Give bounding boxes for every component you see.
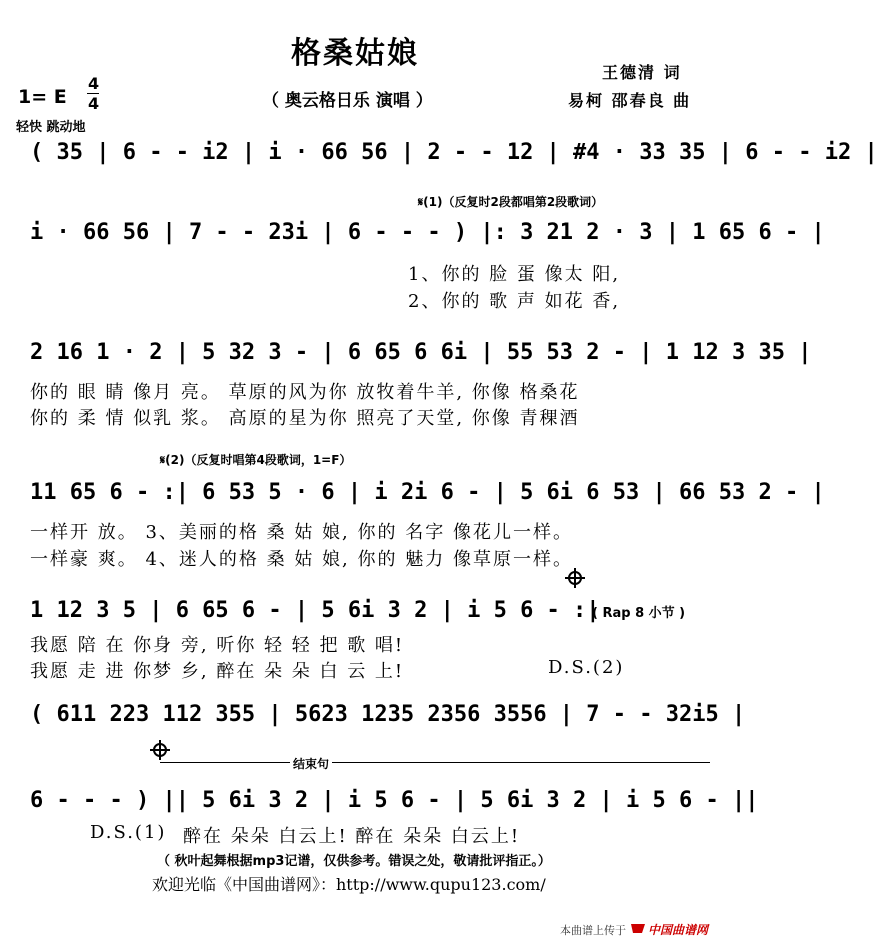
lyricist-credit: 王德清 词 — [602, 63, 682, 82]
lyric-row-7: 醉在 朵朵 白云上! 醉在 朵朵 白云上! — [183, 826, 521, 847]
lyric-row-3-verse-2: 你的 柔 情 似乳 浆。 高原的星为你 照亮了天堂, 你像 青稞酒 — [30, 408, 580, 429]
time-signature-top: 4 — [88, 74, 100, 93]
watermark-site-name: 中国曲谱网 — [648, 923, 709, 937]
lyric-row-4-verse-1: 一样开 放。 3、美丽的格 桑 姑 娘, 你的 名字 像花儿一样。 — [30, 522, 573, 543]
lyric-row-2-verse-2: 2、你的 歌 声 如花 香, — [408, 291, 621, 312]
site-logo-icon — [630, 920, 646, 939]
key-signature: 1= E — [18, 86, 67, 108]
tempo-marking: 轻快 跳动地 — [16, 120, 86, 135]
score-row-2: i · 66 56 | 7 - - 23i | 6 - - - ) |: 3 21 2 · 3 | 1 65 6 - | — [30, 220, 825, 245]
time-signature-bottom: 4 — [88, 94, 100, 113]
segno-annotation-1: 𝄋(1)（反复时2段都唱第2段歌词） — [418, 195, 604, 209]
lyric-row-5-verse-2: 我愿 走 进 你梦 乡, 醉在 朵 朵 白 云 上! — [30, 661, 405, 682]
singer-subtitle: （ 奥云格日乐 演唱 ） — [262, 91, 433, 111]
score-row-7: 6 - - - ) || 5 6i 3 2 | i 5 6 - | 5 6i 3 2 | i 5 6 - || — [30, 788, 759, 813]
coda-symbol-icon — [150, 740, 170, 764]
lyric-row-3-verse-1: 你的 眼 睛 像月 亮。 草原的风为你 放牧着牛羊, 你像 格桑花 — [30, 382, 580, 403]
coda-symbol-icon — [565, 568, 585, 592]
rap-note: ( Rap 8 小节 ) — [592, 606, 686, 621]
dal-segno-2: D.S.(2) — [548, 657, 625, 678]
transcriber-note: （ 秋叶起舞根据mp3记谱，仅供参考。错误之处，敬请批评指正。） — [157, 854, 551, 869]
lyric-row-4-verse-2: 一样豪 爽。 4、迷人的格 桑 姑 娘, 你的 魅力 像草原一样。 — [30, 549, 573, 570]
composer-credit: 易柯 邵春良 曲 — [568, 91, 692, 110]
score-row-6: ( 611 223 112 355 | 5623 1235 2356 3556 | 7 - - 32i5 | — [30, 702, 746, 727]
ending-label: 结束句 — [290, 755, 332, 772]
welcome-line: 欢迎光临《中国曲谱网》：http://www.qupu123.com/ — [152, 875, 546, 894]
score-row-1: ( 35 | 6 - - i2 | i · 66 56 | 2 - - 12 | #4 · 33 35 | 6 - - i2 | — [30, 140, 878, 165]
ending-bracket-line — [160, 762, 710, 763]
lyric-row-5-verse-1: 我愿 陪 在 你身 旁, 听你 轻 轻 把 歌 唱! — [30, 635, 405, 656]
segno-annotation-2: 𝄋(2)（反复时唱第4段歌词，1=F） — [160, 453, 352, 467]
score-row-4: 11 65 6 - :| 6 53 5 · 6 | i 2i 6 - | 5 6i 6 53 | 66 53 2 - | — [30, 480, 825, 505]
dal-segno-1: D.S.(1) — [90, 822, 167, 843]
score-row-3: 2 16 1 · 2 | 5 32 3 - | 6 65 6 6i | 55 53 2 - | 1 12 3 35 | — [30, 340, 812, 365]
lyric-row-2-verse-1: 1、你的 脸 蛋 像太 阳, — [408, 264, 621, 285]
page-title: 格桑姑娘 — [291, 36, 419, 71]
upload-watermark-prefix: 本曲谱上传于 — [560, 924, 626, 937]
score-row-5: 1 12 3 5 | 6 65 6 - | 5 6i 3 2 | i 5 6 - :| — [30, 598, 600, 623]
